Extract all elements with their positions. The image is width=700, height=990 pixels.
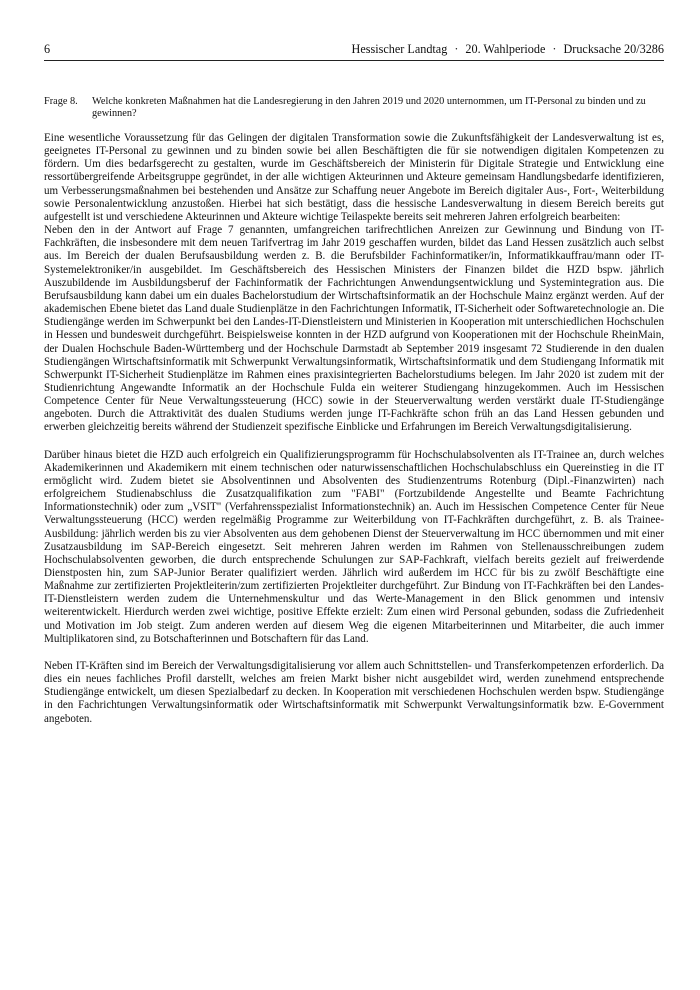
question-text: Welche konkreten Maßnahmen hat die Landesregierung in den Jahren 2019 und 2020 unternommen, um IT-Personal zu binden und zu gewinnen? — [92, 96, 646, 120]
page-number: 6 — [44, 42, 51, 56]
answer-body — [44, 132, 664, 726]
running-header — [352, 40, 664, 58]
answer-paragraph: Darüber hinaus bietet die HZD auch erfolgreich ein Qualifizierungsprogramm für Hochschulabsolventen als IT-Trainee an, durch welches Akademikerinnen und Akademikern mit einem technischen oder naturwissenschaftlichen Hochschulabschluss ein Quereinstieg in die IT ermöglicht wird. Zudem bietet sie Absolventinnen und Absolventen des Studienzentrums Rotenburg (Dipl.-Finanzwirten) nach erfolgreichem Studienabschluss die Zusatzqualifikation zum "FABI" (Fortzubildende Angestellte und Beamte Fachrichtung Informationstechnik) oder zum „VSIT" (Verfahrensspezialist Informationstechnik) an. Auch im Hessischen Competence Center für Neue Verwaltungssteuerung (HCC) werden regelmäßig Programme zur Weiterbildung von IT-Fachkräften durchgeführt, z. B. als Trainee-Ausbildung: jährlich werden bis zu vier Absolventen aus dem gehobenen Dienst der Steuerverwaltung im HCC übernommen und mit einer Zusatzausbildung im SAP-Bereich eingesetzt. Seit mehreren Jahren werden im Rahmen von Stellenausschreibungen zudem Hochschulabsolventen geworben, die durch entsprechende Schulungen zur SAP-Fachkraft, vielfach bereits gezielt auf freiwerdende Dienstposten hin, zum SAP-Junior Berater qualifiziert werden. Jährlich wird außerdem im HCC für bis zu zwölf Beschäftigte eine Maßnahme zur zertifizierten Projektleiterin/zum zertifizierten Projektleiter durchgeführt. Zur Bindung von IT-Fachkräften bei den Landes-IT-Dienstleistern werden zudem die Unternehmenskultur und das Werte-Management in den Blick genommen und intensiv weiterentwickelt. Hierdurch werden zwei wichtige, positive Effekte erzielt: Zum einen wird Personal gebunden, sodass die Zufriedenheit und Motivation im Job steigt. Zum anderen werden auf diesem Weg die eigenen Mitarbeiterinnen und Mitarbeiter, die auch immer Multiplikatoren sind, zu Botschafterinnen und Botschaftern für das Land. — [44, 448, 664, 645]
document-number: Drucksache 20/3286 — [563, 42, 664, 56]
parliament-name: Hessischer Landtag — [351, 42, 448, 56]
answer-paragraph: Neben IT-Kräften sind im Bereich der Verwaltungsdigitalisierung vor allem auch Schnittstellen- und Transferkompetenzen erforderlich. Da dies ein neues fachliches Profil darstellt, welches am freien Markt bisher nicht ausgebildet wird, werden zunehmend entsprechende Studiengänge entwickelt, um diesen Spezialbedarf zu decken. In Kooperation mit verschiedenen Hochschulen werden bspw. Studiengänge in den Fachrichtungen Verwaltungsinformatik oder Wirtschaftsinformatik mit Schwerpunkt Verwaltungsinformatik bzw. E-Government angeboten. — [44, 659, 664, 725]
header-rule — [44, 60, 664, 61]
page-header — [44, 40, 664, 60]
legislative-period: 20. Wahlperiode — [465, 42, 546, 56]
answer-paragraph: Eine wesentliche Voraussetzung für das Gelingen der digitalen Transformation sowie die Zukunftsfähigkeit der Landesverwaltung ist es, geeignetes IT-Personal zu gewinnen und zu binden sowie bei allen Beschäftigten die für sie notwendigen digitalen Kompetenzen zu fördern. Um dies bedarfsgerecht zu gestalten, wurde im Geschäftsbereich der Ministerin für Digitale Strategie und Entwicklung eine ressortübergreifende Arbeitsgruppe gegründet, in der alle wichtigen Akteurinnen und Akteure gemeinsam Handlungsbedarfe identifizieren, um Verbesserungsmaßnahmen bei bestehenden und Ansätze zur Schaffung neuer Angebote im Bereich digitaler Aus-, Fort-, Weiterbildung sowie Personalentwicklung anzustoßen. Hierbei hat sich bestätigt, dass die hessische Landesverwaltung in diesem Bereich bereits gut aufgestellt ist und verschiedene Akteurinnen und Akteure wichtige Teilaspekte bereits seit mehreren Jahren erfolgreich bearbeiten: — [44, 132, 664, 223]
header-separator: · — [552, 42, 557, 56]
question-label: Frage 8. — [44, 96, 78, 107]
question-block — [44, 96, 664, 121]
answer-paragraph: Neben den in der Antwort auf Frage 7 genannten, umfangreichen tarifrechtlichen Anreizen zur Gewinnung und Bindung von IT-Fachkräften, die insbesondere mit dem neuen Tarifvertrag im Jahr 2019 geschaffen wurden, bildet das Land Hessen zusätzlich auch selbst aus. Im Bereich der dualen Berufsausbildung werden z. B. die Berufsbilder Fachinformatiker/in, Informatikkauffrau/mann oder IT-Systemelektroniker/in ausgebildet. Im Geschäftsbereich des Hessischen Ministers der Finanzen bildet die HZD bspw. jährlich Auszubildende im Ausbildungsberuf der Fachinformatik der Fachrichtungen Anwendungsentwicklung und Systemintegration aus. Die Berufsausbildung kann dabei um ein duales Bachelorstudium der Wirtschaftsinformatik an der Hochschule Mainz ergänzt werden. Auf der akademischen Ebene bietet das Land duale Studienplätze in den Fachrichtungen Informatik, IT-Sicherheit oder Softwaretechnologie an. Die Studiengänge werden im Schwerpunkt bei den Landes-IT-Dienstleistern und Ministerien in Kooperation mit unterschiedlichen Hochschulen in Hessen und bundesweit durchgeführt. Beispielsweise konnten in der HZD aufgrund von Kooperationen mit der Hochschule RheinMain, der Dualen Hochschule Baden-Württemberg und der Hochschule Darmstadt ab September 2019 insgesamt 72 Studierende in den dualen Studiengängen Wirtschaftsinformatik mit Schwerpunkt Verwaltungsinformatik, Wirtschaftsinformatik und dem Studiengang Informatik mit Schwerpunkt IT-Sicherheit Studienplätze im Rahmen eines praxisintegrierten Bachelorstudiums belegen. Im Jahr 2020 ist zudem mit der Studienrichtung Angewandte Informatik an der Hochschule Fulda ein weiterer Studiengang hinzugekommen. Auch im Hessischen Competence Center für Neue Verwaltungssteuerung (HCC) sowie in der Steuerverwaltung werden verstärkt duale IT-Studiengänge angeboten. Durch die Attraktivität des dualen Studiums werden junge IT-Fachkräfte schon früh an das Land Hessen gebunden und erwerben gleichzeitig bereits während der Studienzeit spezifische Einblicke und Erfahrungen im Bereich Verwaltungsdigitalisierung. — [44, 224, 664, 434]
header-separator: · — [454, 42, 459, 56]
